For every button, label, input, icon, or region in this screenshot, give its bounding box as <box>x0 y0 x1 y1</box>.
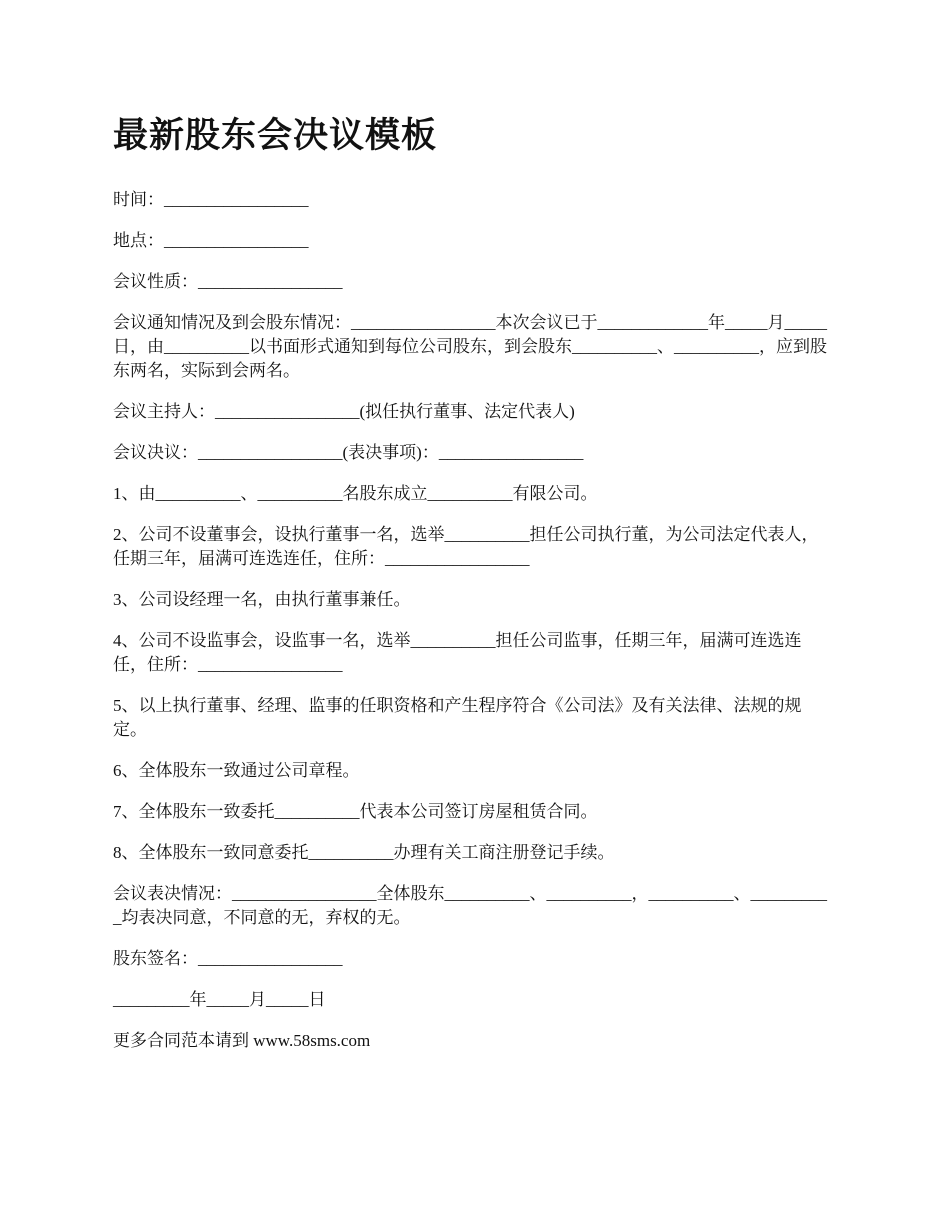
document-page <box>113 110 833 1070</box>
resolution-item-8: 8、全体股东一致同意委托__________办理有关工商注册登记手续。 <box>113 843 615 862</box>
resolution-item-5: 5、以上执行董事、经理、监事的任职资格和产生程序符合《公司法》及有关法律、法规的规定。 <box>113 696 802 739</box>
voting-result-paragraph: 会议表决情况：_________________全体股东__________、__________，__________、__________均表决同意，不同意的无，弃权的无。 <box>113 884 827 927</box>
resolution-item-2: 2、公司不设董事会，设执行董事一名，选举__________担任公司执行董，为公司法定代表人，任期三年，届满可连选连任，住所：_________________ <box>113 525 819 568</box>
field-location: 地点：_________________ <box>113 231 309 250</box>
resolution-item-6: 6、全体股东一致通过公司章程。 <box>113 761 360 780</box>
resolution-item-7: 7、全体股东一致委托__________代表本公司签订房屋租赁合同。 <box>113 802 598 821</box>
resolution-item-1: 1、由__________、__________名股东成立__________有限公司。 <box>113 484 598 503</box>
resolution-item-3: 3、公司设经理一名，由执行董事兼任。 <box>113 590 411 609</box>
resolution-item-4: 4、公司不设监事会，设监事一名，选举__________担任公司监事，任期三年，届满可连选连任，住所：_________________ <box>113 631 802 674</box>
field-meeting-resolution: 会议决议：_________________(表决事项)：_________________ <box>113 443 584 462</box>
footer-note: 更多合同范本请到 www.58sms.com <box>113 1031 371 1050</box>
document-title: 最新股东会决议模板 <box>113 116 438 156</box>
field-time: 时间：_________________ <box>113 190 309 209</box>
field-meeting-host: 会议主持人：_________________(拟任执行董事、法定代表人) <box>113 402 575 421</box>
field-meeting-nature: 会议性质：_________________ <box>113 272 343 291</box>
field-shareholder-signature: 股东签名：_________________ <box>113 949 343 968</box>
meeting-notice-paragraph: 会议通知情况及到会股东情况：_________________本次会议已于_____________年_____月_____日，由__________以书面形式通知到每位公司股东，到会股东__________、__________，应到股东两名，实际到会两名。 <box>113 313 827 380</box>
field-date: _________年_____月_____日 <box>113 990 326 1009</box>
